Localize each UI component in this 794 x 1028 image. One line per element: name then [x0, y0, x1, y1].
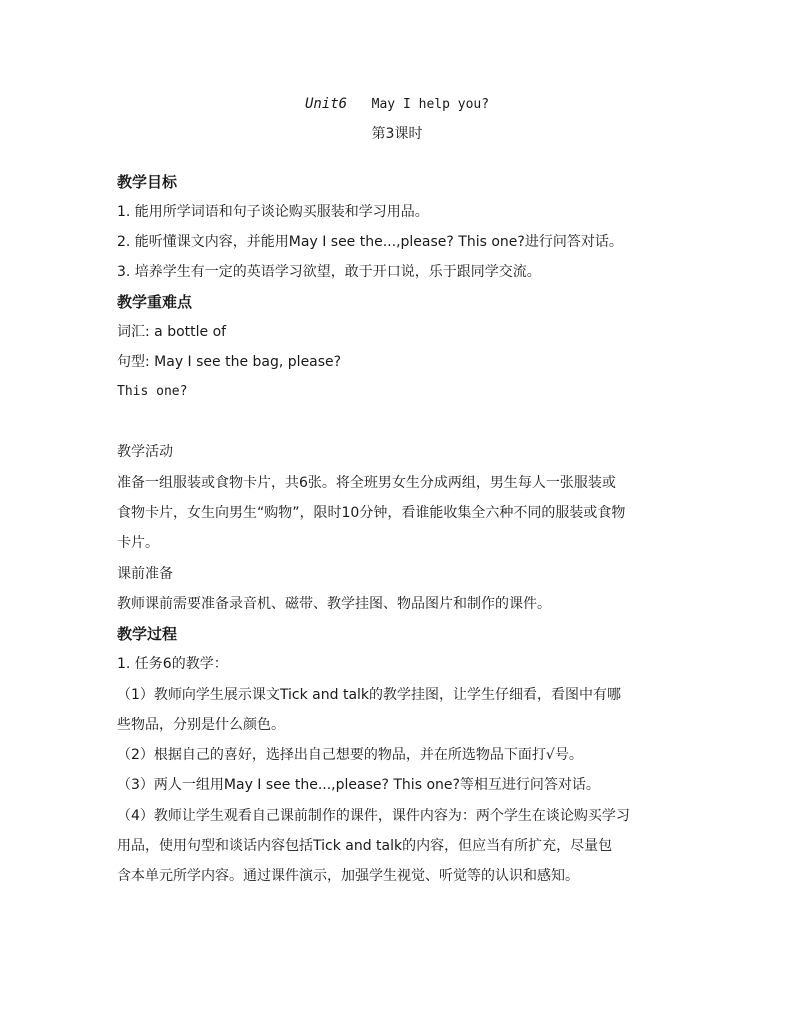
unit-label: Unit6: [304, 96, 348, 112]
activity-line: 食物卡片，女生向男生“购物”，限时10分钟，看谁能收集全六种不同的服装或食物: [117, 505, 626, 521]
sentence-line: 句型: May I see the bag, please?: [117, 354, 342, 370]
process-step: （3）两人一组用May I see the...,please? This one?等相互进行问答对话。: [117, 777, 600, 793]
process-heading: 教学过程: [117, 625, 178, 643]
objective-item: 1. 能用所学词语和句子谈论购买服装和学习用品。: [117, 204, 429, 220]
vocab-line: 词汇: a bottle of: [117, 324, 227, 340]
process-step: （4）教师让学生观看自己课前制作的课件，课件内容为：两个学生在谈论购买学习: [117, 808, 630, 824]
process-step: 用品，使用句型和谈话内容包括Tick and talk的内容，但应当有所扩充，尽量包: [117, 838, 613, 854]
process-task: 1. 任务6的教学：: [117, 656, 228, 672]
objective-item: 2. 能听懂课文内容，并能用May I see the...,please? This one?进行问答对话。: [117, 234, 623, 250]
process-step: （2）根据自己的喜好，选择出自己想要的物品，并在所选物品下面打√号。: [117, 747, 583, 763]
activity-line: 准备一组服装或食物卡片，共6张。将全班男女生分成两组，男生每人一张服装或: [117, 475, 616, 491]
title-question: May I help you?: [371, 97, 490, 112]
document-title: [0, 94, 794, 115]
process-step: 含本单元所学内容。通过课件演示，加强学生视觉、听觉等的认识和感知。: [117, 868, 579, 884]
preparation-line: 教师课前需要准备录音机、磁带、教学挂图、物品图片和制作的课件。: [117, 596, 551, 612]
preparation-heading: 课前准备: [117, 566, 173, 582]
objectives-heading: 教学目标: [117, 173, 178, 191]
process-step: （1）教师向学生展示课文Tick and talk的教学挂图，让学生仔细看，看图中有哪: [117, 687, 622, 703]
activity-line: 卡片。: [117, 535, 159, 551]
process-step: 些物品，分别是什么颜色。: [117, 717, 285, 733]
lesson-number: 第3课时: [371, 126, 423, 142]
key-points-heading: 教学重难点: [117, 293, 193, 311]
objective-item: 3. 培养学生有一定的英语学习欲望，敢于开口说，乐于跟同学交流。: [117, 264, 541, 280]
sentence-line-2: This one?: [117, 384, 188, 399]
activities-heading: 教学活动: [117, 444, 173, 460]
